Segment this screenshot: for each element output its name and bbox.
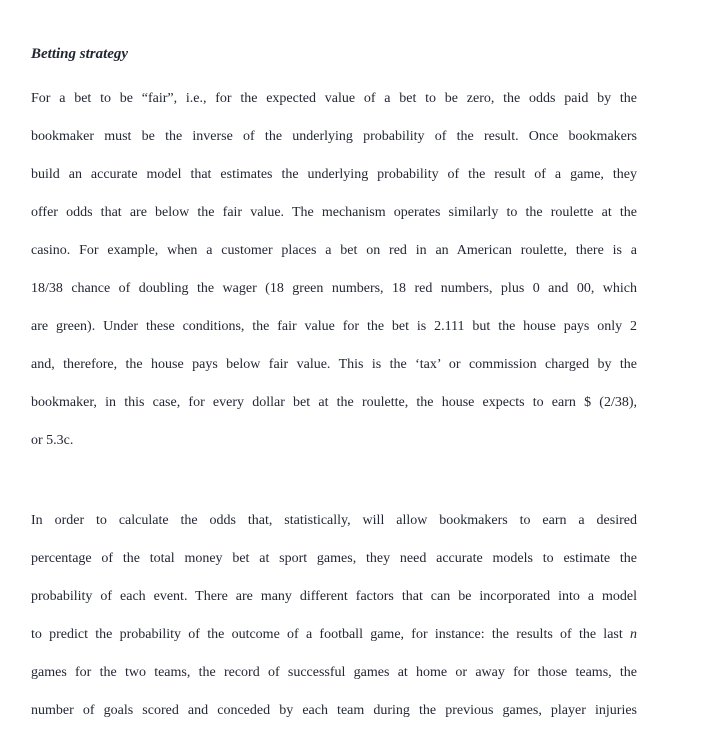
paragraph-betting-fair [31,80,637,460]
text-line: bookmaker must be the inverse of the underlying probability of the result. Once bookmakers [31,129,637,144]
text-line-fragment: to predict the probability of the outcome of a football game, for instance: the results of the last [31,627,630,642]
text-line: In order to calculate the odds that, statistically, will allow bookmakers to earn a desired [31,513,637,528]
text-line: probability of each event. There are many different factors that can be incorporated into a model [31,589,637,604]
paragraph-odds-models [31,502,637,730]
text-line: are green). Under these conditions, the fair value for the bet is 2.111 but the house pays only 2 [31,319,637,334]
text-line: games for the two teams, the record of successful games at home or away for those teams, the [31,665,637,680]
section-heading: Betting strategy [31,46,129,62]
text-block [31,44,637,730]
text-line: or 5.3c. [31,433,74,448]
text-line [31,616,637,654]
italic-variable-n: n [630,627,637,642]
text-line: offer odds that are below the fair value. The mechanism operates similarly to the roulette at the [31,205,637,220]
text-line: bookmaker, in this case, for every dollar bet at the roulette, the house expects to earn $ (2/38), [31,395,637,410]
text-line: build an accurate model that estimates the underlying probability of the result of a game, they [31,167,637,182]
text-line: For a bet to be “fair”, i.e., for the expected value of a bet to be zero, the odds paid by the [31,91,637,106]
text-line: percentage of the total money bet at sport games, they need accurate models to estimate the [31,551,637,566]
text-line: 18/38 chance of doubling the wager (18 green numbers, 18 red numbers, plus 0 and 00, which [31,281,637,296]
text-line: casino. For example, when a customer places a bet on red in an American roulette, there is a [31,243,637,258]
text-line: number of goals scored and conceded by each team during the previous games, player injuries [31,703,637,718]
text-line: and, therefore, the house pays below fair value. This is the ‘tax’ or commission charged by the [31,357,637,372]
